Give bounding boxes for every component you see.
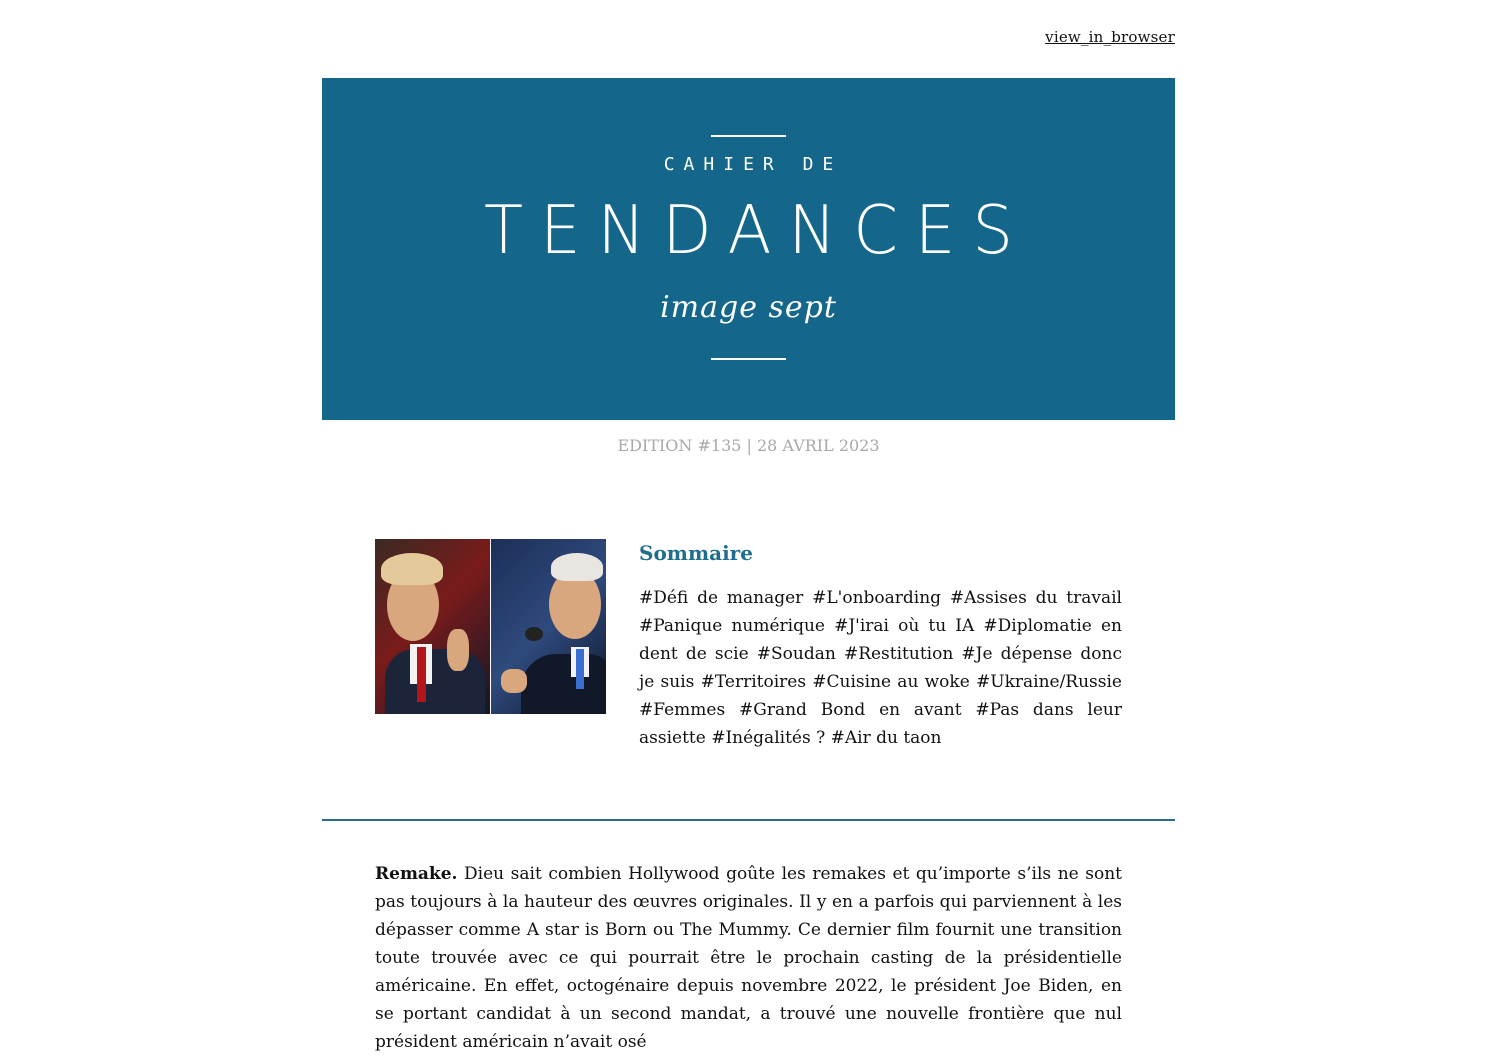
edition-label: EDITION #135 | 28 AVRIL 2023 bbox=[617, 436, 880, 455]
banner-title: TENDANCES bbox=[484, 192, 1030, 270]
article-photo bbox=[375, 539, 606, 714]
photo-left-panel bbox=[375, 539, 490, 714]
banner-signature-logo: image sept bbox=[660, 290, 837, 325]
banner-rule-top bbox=[711, 135, 786, 137]
article-text: Dieu sait combien Hollywood goûte les remakes et qu’importe s’ils ne sont pas toujours à la hauteur des œuvres originales. Il y en a parfois qui parviennent à les dépasser comme A star is Born ou The Mummy. Ce dernier film fournit une transition toute trouvée avec ce qui pourrait être le prochain casting de la présidentielle américaine. En effet, octogénaire depuis novembre 2022, le président Joe Biden, en se portant candidat à un second mandat, a trouvé une nouvelle frontière que nul président américain n’avait osé bbox=[375, 864, 1122, 1052]
banner-kicker: CAHIER DE bbox=[663, 154, 843, 175]
article-lead: Remake. bbox=[375, 864, 458, 884]
sommaire-heading: Sommaire bbox=[639, 541, 753, 565]
photo-right-panel bbox=[491, 539, 606, 714]
banner-rule-bottom bbox=[711, 358, 786, 360]
view-in-browser-link[interactable]: view_in_browser bbox=[1045, 28, 1175, 46]
article-paragraph bbox=[375, 860, 1122, 1056]
newsletter-banner bbox=[322, 78, 1175, 420]
sommaire-tags: #Défi de manager #L'onboarding #Assises du travail #Panique numérique #J'irai où tu IA #Diplomatie en dent de scie #Soudan #Restitution #Je dépense donc je suis #Territoires #Cuisine au woke #Ukraine/Russie #Femmes #Grand Bond en avant #Pas dans leur assiette #Inégalités ? #Air du taon bbox=[639, 588, 1122, 748]
section-divider bbox=[322, 819, 1175, 821]
